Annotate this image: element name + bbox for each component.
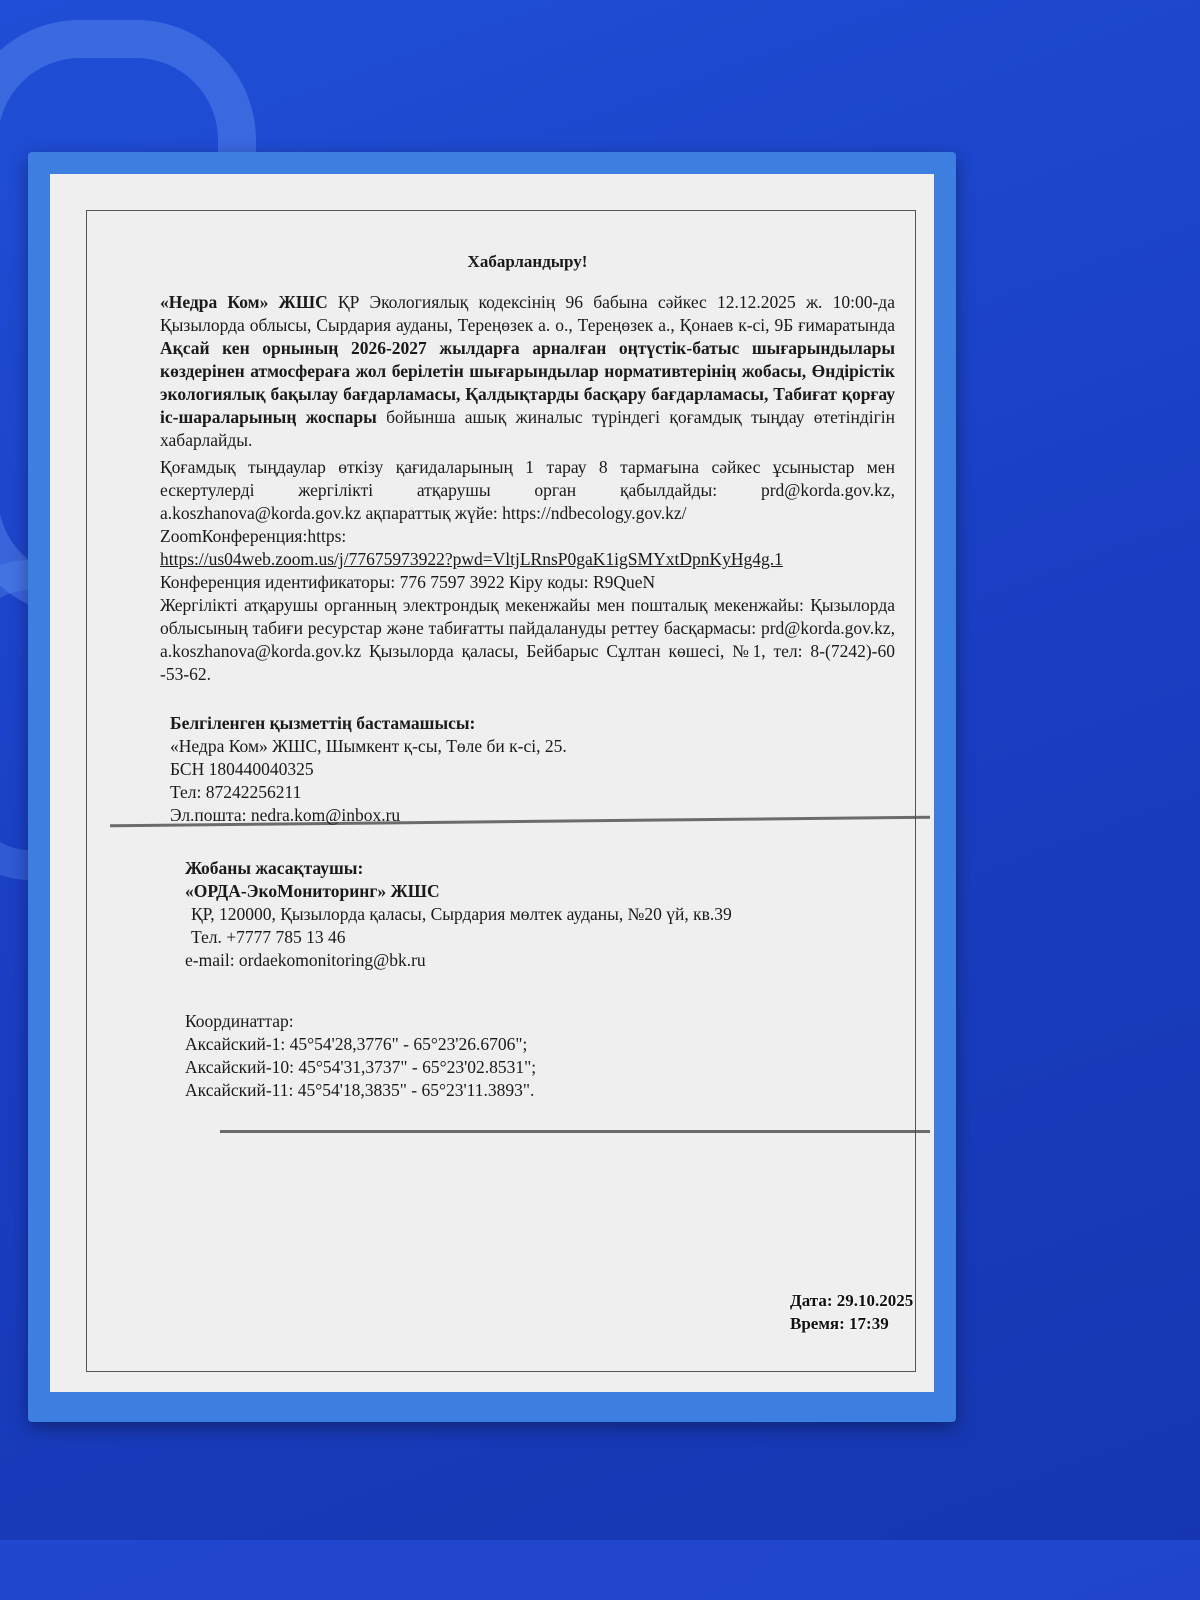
- fold-line: [220, 1130, 930, 1133]
- notice-title: Хабарландыру!: [467, 252, 588, 271]
- notice-paragraph-3: Жергілікті атқарушы органның электрондық мекенжайы мен пошталық мекенжайы: Қызылорда облысының табиғи ресурстар және табиғатты пайдалануды реттеу басқармасы: prd@korda.gov.kz, a.koszhanova@korda.gov.kz Қызылорда қаласы, Бейбарыс Сұлтан көшесі, №1, тел: 8-(7242)-60 -53-62.: [160, 595, 895, 684]
- developer-company: «ОРДА-ЭкоМониторинг» ЖШС: [185, 881, 440, 901]
- initiator-line: Эл.пошта: nedra.kom@inbox.ru: [170, 805, 401, 825]
- initiator-line: Тел: 87242256211: [170, 782, 302, 802]
- developer-line: ҚР, 120000, Қызылорда қаласы, Сырдария мөлтек ауданы, №20 үй, кв.39: [191, 904, 732, 924]
- timestamp-time: Время: 17:39: [790, 1314, 889, 1333]
- coordinate-item: Аксайский-11: 45°54'18,3835" - 65°23'11.3893".: [185, 1080, 535, 1100]
- notice-paragraph-2: Қоғамдық тыңдаулар өткізу қағидаларының 1 тарау 8 тармағына сәйкес ұсыныстар мен ескертулерді жергілікті атқарушы орган қабылдайды: prd@korda.gov.kz, a.koszhanova@korda.gov.kz ақпараттық жүйе: https://ndbecology.gov.kz/: [160, 457, 895, 523]
- developer-line: Тел. +7777 785 13 46: [191, 927, 346, 947]
- company-name: «Недра Ком» ЖШС: [160, 292, 328, 312]
- project-title: Ақсай кен орнының 2026-2027 жылдарға арналған оңтүстік-батыс шығарындылары көздерінен атмосфераға жол берілетін шығарындылар нормативтерінің жобасы, Өндірістік экологиялық бақылау бағдарламасы, Қалдықтарды басқару бағдарламасы, Табиғат қорғау іс-шараларының жоспары: [160, 338, 895, 427]
- initiator-line: «Недра Ком» ЖШС, Шымкент қ-сы, Төле би к-сі, 25.: [170, 736, 567, 756]
- developer-line: e-mail: ordaekomonitoring@bk.ru: [185, 950, 426, 970]
- initiator-heading: Белгіленген қызметтің бастамашысы:: [170, 713, 476, 733]
- paragraph-text: ҚР Экологиялық кодексінің 96 бабына сәйкес 12.12.2025 ж. 10:00-да Қызылорда облысы, Сырдария ауданы, Тереңөзек а. о., Тереңөзек а., Қонаев к-сі, 9Б ғимаратында: [160, 292, 895, 335]
- coordinates-section: [160, 1010, 895, 1102]
- coordinate-item: Аксайский-1: 45°54'28,3776" - 65°23'26.6706";: [185, 1034, 528, 1054]
- initiator-line: БСН 180440040325: [170, 759, 314, 779]
- wall-bottom-panel: [0, 1540, 1200, 1600]
- zoom-link[interactable]: https://us04web.zoom.us/j/77675973922?pwd=VltjLRnsP0gaK1igSMYxtDpnKyHg4g.1: [160, 549, 783, 569]
- notice-document: [160, 250, 895, 1102]
- paragraph-text: бойынша ашық жиналыс түріндегі қоғамдық тыңдау өтетіндігін хабарлайды.: [160, 407, 895, 450]
- timestamp-date: Дата: 29.10.2025: [790, 1291, 914, 1310]
- zoom-label: ZoomКонференция:https:: [160, 526, 347, 546]
- coordinate-item: Аксайский-10: 45°54'31,3737" - 65°23'02.8531";: [185, 1057, 537, 1077]
- developer-heading: Жобаны жасақтаушы:: [185, 858, 364, 878]
- developer-section: [160, 857, 895, 972]
- initiator-section: [160, 712, 895, 827]
- conference-id: Конференция идентификаторы: 776 7597 3922 Кіру коды: R9QueN: [160, 572, 656, 592]
- notice-paragraph-1: [160, 291, 895, 452]
- coordinates-heading: Координаттар:: [185, 1011, 294, 1031]
- photo-timestamp: [790, 1289, 913, 1335]
